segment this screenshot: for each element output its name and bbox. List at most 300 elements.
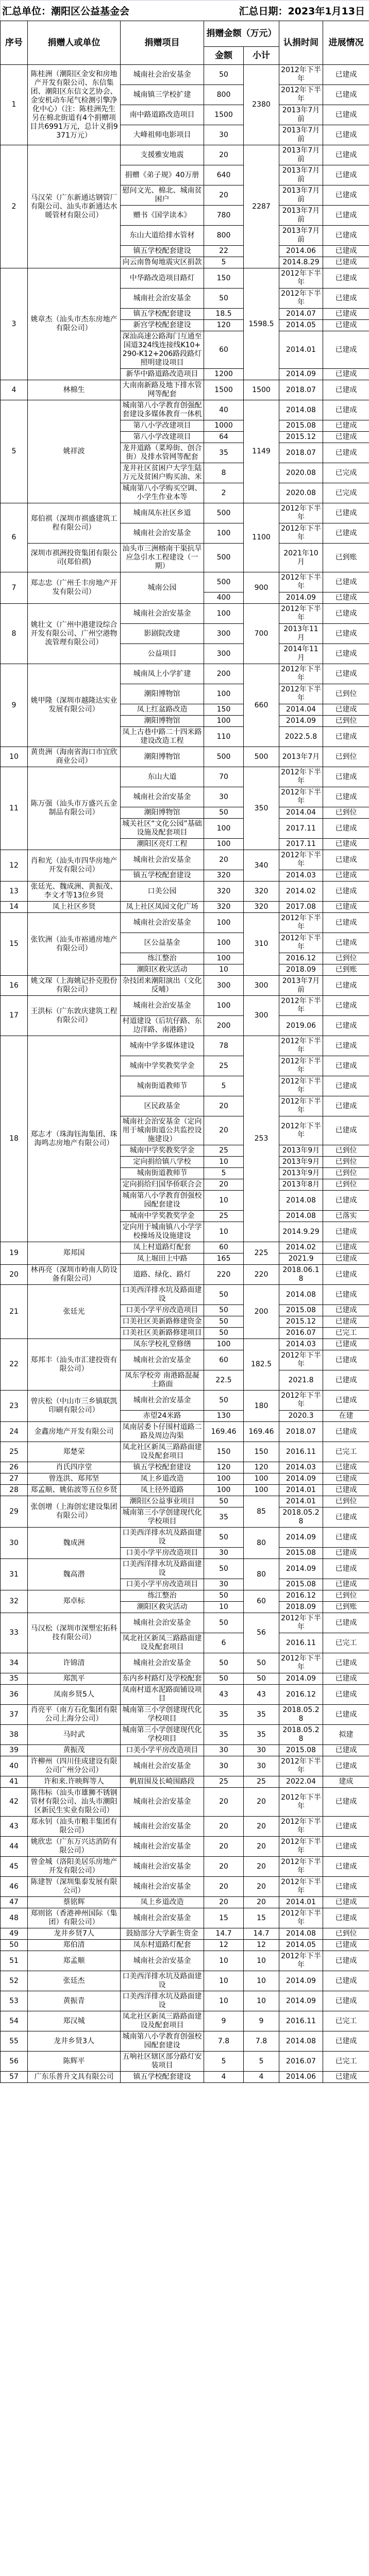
table-row bbox=[1, 1462, 369, 1473]
table-row bbox=[1, 503, 369, 523]
amount-cell: 7.8 bbox=[204, 2031, 244, 2052]
amount-cell: 20 bbox=[204, 1116, 244, 1145]
amount-cell: 50 bbox=[204, 1653, 244, 1673]
seq-cell: 46 bbox=[1, 1877, 28, 1897]
project-cell: 东内乡村路灯及学校配套 bbox=[121, 1673, 204, 1685]
status-cell: 已建成 bbox=[323, 1370, 369, 1391]
donor-cell: 林再亮（深圳市岭南人防设备有限公司） bbox=[28, 1265, 121, 1285]
col-header-status: 进展情况 bbox=[323, 21, 369, 65]
time-cell: 2012年下半年 bbox=[279, 523, 323, 544]
project-cell: 城南社会治安基金 bbox=[121, 1951, 204, 1971]
project-cell: 城南社会治安基金 bbox=[121, 65, 204, 85]
status-cell: 已建成 bbox=[323, 870, 369, 882]
time-cell: 2012年下半年 bbox=[279, 1788, 323, 1817]
status-cell: 已到位 bbox=[323, 1496, 369, 1507]
table-row bbox=[1, 1951, 369, 1971]
report-header bbox=[0, 0, 369, 21]
subtotal-cell: 300 bbox=[244, 996, 279, 1036]
status-cell: 已建成 bbox=[323, 1096, 369, 1116]
status-cell: 已建成 bbox=[323, 1756, 369, 1776]
status-cell: 已建成 bbox=[323, 2031, 369, 2052]
status-cell: 已到账 bbox=[323, 964, 369, 976]
table-row bbox=[1, 1653, 369, 1673]
time-cell: 2012年下半年 bbox=[279, 913, 323, 933]
amount-cell: 780 bbox=[204, 206, 244, 226]
subtotal-cell: 1598.5 bbox=[244, 268, 279, 380]
seq-cell: 44 bbox=[1, 1837, 28, 1857]
donor-cell: 马时武 bbox=[28, 1725, 121, 1745]
amount-cell: 100 bbox=[204, 839, 244, 850]
project-cell: 凤北社区新凤三路路面建设及配套项目 bbox=[121, 2011, 204, 2031]
time-cell: 2012年下半年 bbox=[279, 1056, 323, 1076]
donor-cell: 郑邦丰（汕头市汇建投资有限公司） bbox=[28, 1339, 121, 1391]
status-cell: 已建成 bbox=[323, 165, 369, 185]
time-cell: 2013年7月前 bbox=[279, 976, 323, 996]
time-cell: 2012年下半年 bbox=[279, 604, 323, 624]
time-cell: 2018.05.28 bbox=[279, 1725, 323, 1745]
amount-cell: 100 bbox=[204, 996, 244, 1016]
amount-cell: 25 bbox=[204, 1145, 244, 1157]
seq-cell: 28 bbox=[1, 1485, 28, 1496]
project-cell: 凤东学校礼堂修缮 bbox=[121, 1339, 204, 1350]
status-cell: 已建成 bbox=[323, 1222, 369, 1242]
status-cell: 已完工 bbox=[323, 1442, 369, 1462]
table-row bbox=[1, 1528, 369, 1548]
time-cell: 2015.08 bbox=[279, 1548, 323, 1559]
project-cell: 城南中学奖教奖学金 bbox=[121, 1145, 204, 1157]
time-cell: 2012年下半年 bbox=[279, 1076, 323, 1096]
time-cell: 2013年7月 bbox=[279, 747, 323, 767]
time-cell: 2017.11 bbox=[279, 819, 323, 839]
subtotal-cell: 20 bbox=[244, 1817, 279, 1837]
seq-cell: 31 bbox=[1, 1559, 28, 1590]
table-row bbox=[1, 1991, 369, 2011]
project-cell: 第八小学改建项目 bbox=[121, 432, 204, 443]
time-cell: 2014.04 bbox=[279, 704, 323, 716]
seq-cell: 30 bbox=[1, 1528, 28, 1559]
donor-cell: 郑楚荣 bbox=[28, 1442, 121, 1462]
time-cell: 2015.08 bbox=[279, 420, 323, 432]
status-cell: 拟建 bbox=[323, 1725, 369, 1745]
project-cell: 影剧院改建 bbox=[121, 624, 204, 644]
table-row bbox=[1, 1908, 369, 1928]
donor-cell: 许柳州（四川佳成建设有限公司广州分公司） bbox=[28, 1756, 121, 1776]
status-cell: 已建成 bbox=[323, 1705, 369, 1725]
project-cell: 定向用于城南镇八小学学校操场及设施建设 bbox=[121, 1222, 204, 1242]
donor-cell: 张创增（上海创宏建设集团有限公司） bbox=[28, 1496, 121, 1528]
project-cell: 区公益基金 bbox=[121, 933, 204, 953]
project-cell: 城南第三小学创建现代化学校项目 bbox=[121, 1725, 204, 1745]
seq-cell: 27 bbox=[1, 1473, 28, 1485]
table-row bbox=[1, 850, 369, 870]
subtotal-cell: 50 bbox=[244, 1673, 279, 1685]
project-cell: 城南镇三学校扩建 bbox=[121, 85, 204, 105]
status-cell: 已建成 bbox=[323, 1253, 369, 1265]
amount-cell: 25 bbox=[204, 1056, 244, 1076]
project-cell: 城南社会治安基金 bbox=[121, 913, 204, 933]
amount-cell: 15 bbox=[204, 1908, 244, 1928]
project-cell: 城南中学奖教奖学金 bbox=[121, 1211, 204, 1222]
project-cell: 城南社会治安基金 bbox=[121, 1908, 204, 1928]
amount-cell: 320 bbox=[204, 902, 244, 913]
time-cell: 2012年下半年 bbox=[279, 1350, 323, 1370]
time-cell: 2014.01 bbox=[279, 1496, 323, 1507]
project-cell: 城南社会治安基金 bbox=[121, 1653, 204, 1673]
subtotal-cell: 43 bbox=[244, 1685, 279, 1705]
status-cell: 已建成 bbox=[323, 839, 369, 850]
subtotal-cell: 10 bbox=[244, 1951, 279, 1971]
donor-cell: 肖亮平（南方石化集团有限公司上海分公司） bbox=[28, 1705, 121, 1725]
subtotal-cell: 20 bbox=[244, 1877, 279, 1897]
donor-cell: 姚壮文（广州中港建设综合开发有限公司、广州空港物流管理有限公司） bbox=[28, 604, 121, 664]
amount-cell: 50 bbox=[204, 807, 244, 819]
col-header-amount-group: 捐赠金额（万元） bbox=[204, 21, 279, 47]
table-row bbox=[1, 1673, 369, 1685]
project-cell: 城南社会治安基金 bbox=[121, 604, 204, 624]
project-cell: 龙井道路（菜埠街、创合街）及排水管网等配套 bbox=[121, 443, 204, 463]
project-cell: 龙井社区贫困户大学生陆万元及贫困户购买油、米 bbox=[121, 463, 204, 483]
summary-date: 汇总日期：2023年1月13日 bbox=[239, 6, 365, 17]
seq-cell: 54 bbox=[1, 2011, 28, 2031]
amount-cell: 100 bbox=[204, 953, 244, 964]
subtotal-cell: 320 bbox=[244, 882, 279, 902]
amount-cell: 20 bbox=[204, 1857, 244, 1877]
status-cell: 已建成 bbox=[323, 331, 369, 369]
status-cell: 已建成 bbox=[323, 1559, 369, 1579]
table-body bbox=[1, 65, 369, 2083]
project-cell: 东山大道 bbox=[121, 767, 204, 787]
amount-cell: 130 bbox=[204, 1411, 244, 1422]
subtotal-cell: 1500 bbox=[244, 380, 279, 400]
amount-cell: 10 bbox=[204, 1971, 244, 1991]
time-cell: 2016.11 bbox=[279, 2011, 323, 2031]
time-cell: 2012年下半年 bbox=[279, 933, 323, 953]
time-cell: 2012年下半年 bbox=[279, 1857, 323, 1877]
time-cell: 2014.08 bbox=[279, 1285, 323, 1305]
time-cell: 2012年下半年 bbox=[279, 85, 323, 105]
time-cell: 2020.3 bbox=[279, 1411, 323, 1422]
project-cell: 凤上红盆路改造 bbox=[121, 704, 204, 716]
donor-cell: 张廷杰 bbox=[28, 1971, 121, 1991]
amount-cell: 200 bbox=[204, 664, 244, 684]
seq-cell: 1 bbox=[1, 65, 28, 145]
subtotal-cell: 15 bbox=[244, 1908, 279, 1928]
status-cell: 已到位 bbox=[323, 953, 369, 964]
table-row bbox=[1, 1857, 369, 1877]
time-cell: 2013年9月 bbox=[279, 1145, 323, 1157]
amount-cell: 30 bbox=[204, 787, 244, 807]
project-cell: 城南社会治安基金 bbox=[121, 787, 204, 807]
donor-cell: 马汉荣（广东新通达钢管厂有限公司、汕头市新通达水暖管材有限公司） bbox=[28, 145, 121, 268]
donor-cell: 肖氏四序堂 bbox=[28, 1462, 121, 1473]
project-cell: 城南第三小学创建现代化学校项目 bbox=[121, 1507, 204, 1528]
col-header-amount: 金额 bbox=[204, 47, 244, 65]
table-row bbox=[1, 913, 369, 933]
donor-cell: 曾金城（洛阳美居乐房地产开发有限公司） bbox=[28, 1857, 121, 1877]
donor-cell: 姚文琛（上海姚记扑克股份有限公司） bbox=[28, 976, 121, 996]
time-cell: 2013年11月 bbox=[279, 624, 323, 644]
amount-cell: 20 bbox=[204, 1817, 244, 1837]
amount-cell: 100 bbox=[204, 819, 244, 839]
status-cell: 已建成 bbox=[323, 257, 369, 268]
amount-cell: 6 bbox=[204, 1633, 244, 1653]
table-row bbox=[1, 2052, 369, 2072]
status-cell: 已建成 bbox=[323, 727, 369, 747]
subtotal-cell: 253 bbox=[244, 1036, 279, 1242]
status-cell: 已建成 bbox=[323, 1242, 369, 1253]
status-cell: 已建成 bbox=[323, 1485, 369, 1496]
time-cell: 2012年下半年 bbox=[279, 664, 323, 684]
table-row bbox=[1, 882, 369, 902]
project-cell: 新华中路道路改造项目 bbox=[121, 369, 204, 380]
seq-cell: 42 bbox=[1, 1788, 28, 1817]
table-row bbox=[1, 1422, 369, 1442]
seq-cell: 10 bbox=[1, 747, 28, 767]
status-cell: 已完工 bbox=[323, 1328, 369, 1339]
project-cell: 城南街道教师节 bbox=[121, 1168, 204, 1179]
amount-cell: 100 bbox=[204, 604, 244, 624]
time-cell: 2012年下半年 bbox=[279, 996, 323, 1016]
time-cell: 2014年11月 bbox=[279, 644, 323, 664]
time-cell: 2018.07 bbox=[279, 1422, 323, 1442]
status-cell: 已建成 bbox=[323, 268, 369, 289]
time-cell: 2014.08 bbox=[279, 2031, 323, 2052]
time-cell: 2014.09 bbox=[279, 1991, 323, 2011]
time-cell: 2012年下半年 bbox=[279, 1096, 323, 1116]
subtotal-cell: 100 bbox=[244, 1485, 279, 1496]
table-row bbox=[1, 976, 369, 996]
amount-cell: 50 bbox=[204, 1496, 244, 1507]
project-cell: 口美西洋排水坑及路面建设 bbox=[121, 1991, 204, 2011]
table-row bbox=[1, 1590, 369, 1602]
status-cell: 已到位 bbox=[323, 1168, 369, 1179]
status-cell: 建成 bbox=[323, 1776, 369, 1788]
donor-cell: 金鑫房地产开发有限公司 bbox=[28, 1422, 121, 1442]
amount-cell: 25 bbox=[204, 1776, 244, 1788]
project-cell: 城关社区“文化公园”基础设施及配套项目 bbox=[121, 819, 204, 839]
status-cell: 已建成 bbox=[323, 604, 369, 624]
table-row bbox=[1, 1788, 369, 1817]
seq-cell: 55 bbox=[1, 2031, 28, 2052]
amount-cell: 18.5 bbox=[204, 309, 244, 320]
seq-cell: 47 bbox=[1, 1897, 28, 1908]
amount-cell: 35 bbox=[204, 1705, 244, 1725]
time-cell: 2018.05.28 bbox=[279, 1507, 323, 1528]
time-cell: 2015.12 bbox=[279, 432, 323, 443]
status-cell: 已建成 bbox=[323, 443, 369, 463]
table-row bbox=[1, 268, 369, 289]
status-cell: 已建成 bbox=[323, 432, 369, 443]
seq-cell: 23 bbox=[1, 1391, 28, 1422]
amount-cell: 110 bbox=[204, 727, 244, 747]
table-row bbox=[1, 664, 369, 684]
status-cell: 已建成 bbox=[323, 787, 369, 807]
table-row bbox=[1, 996, 369, 1016]
amount-cell: 4 bbox=[204, 2072, 244, 2083]
amount-cell: 43 bbox=[204, 1685, 244, 1705]
seq-cell: 8 bbox=[1, 604, 28, 664]
amount-cell: 78 bbox=[204, 1036, 244, 1056]
status-cell: 已建成 bbox=[323, 1857, 369, 1877]
donor-cell: 郑卓标 bbox=[28, 1590, 121, 1613]
table-row bbox=[1, 1877, 369, 1897]
amount-cell: 100 bbox=[204, 1473, 244, 1485]
project-cell: 定向捐给归国华侨联合会 bbox=[121, 1179, 204, 1191]
subtotal-cell: 60 bbox=[244, 1590, 279, 1613]
subtotal-cell: 700 bbox=[244, 604, 279, 664]
amount-cell: 60 bbox=[204, 331, 244, 369]
time-cell: 2014.02 bbox=[279, 1242, 323, 1253]
project-cell: 中华路改造项目路灯 bbox=[121, 268, 204, 289]
seq-cell: 15 bbox=[1, 913, 28, 976]
amount-cell: 1200 bbox=[204, 369, 244, 380]
status-cell: 已建成 bbox=[323, 592, 369, 604]
table-row bbox=[1, 2031, 369, 2052]
status-cell: 已建成 bbox=[323, 85, 369, 105]
amount-cell: 100 bbox=[204, 1485, 244, 1496]
time-cell: 2016.12 bbox=[279, 1590, 323, 1602]
time-cell: 2012年下半年 bbox=[279, 850, 323, 870]
time-cell: 2014.09 bbox=[279, 716, 323, 727]
status-cell: 已建成 bbox=[323, 145, 369, 165]
donor-cell: 张廷光 bbox=[28, 1285, 121, 1339]
donor-cell: 黄振青 bbox=[28, 1991, 121, 2011]
time-cell: 2014.02 bbox=[279, 882, 323, 902]
donor-cell: 郑孟顺 bbox=[28, 1951, 121, 1971]
amount-cell: 35 bbox=[204, 1507, 244, 1528]
time-cell: 2022.04 bbox=[279, 1776, 323, 1788]
project-cell: 口美小学平房改造项目 bbox=[121, 1305, 204, 1316]
amount-cell: 5 bbox=[204, 1076, 244, 1096]
status-cell: 已完工 bbox=[323, 1633, 369, 1653]
time-cell: 2012年下半年 bbox=[279, 1391, 323, 1411]
table-row bbox=[1, 1756, 369, 1776]
amount-cell: 165 bbox=[204, 1253, 244, 1265]
subtotal-cell: 1100 bbox=[244, 503, 279, 572]
time-cell: 2012年下半年 bbox=[279, 1756, 323, 1776]
time-cell: 2014.03 bbox=[279, 870, 323, 882]
time-cell: 2012年下半年 bbox=[279, 1653, 323, 1673]
subtotal-cell: 20 bbox=[244, 1788, 279, 1817]
project-cell: 城南社会治安基金 bbox=[121, 1788, 204, 1817]
status-cell: 已建成 bbox=[323, 1745, 369, 1756]
project-cell: 潮阳博物馆 bbox=[121, 747, 204, 767]
subtotal-cell: 500 bbox=[244, 747, 279, 767]
amount-cell: 640 bbox=[204, 165, 244, 185]
donor-cell: 张廷光、魏成洲、黄振茂、李文才等13位乡贤 bbox=[28, 882, 121, 902]
time-cell: 2012年下半年 bbox=[279, 1877, 323, 1897]
status-cell: 已建成 bbox=[323, 1507, 369, 1528]
status-cell: 已建成 bbox=[323, 420, 369, 432]
table-row bbox=[1, 1971, 369, 1991]
project-cell: 口美公园 bbox=[121, 882, 204, 902]
subtotal-cell: 85 bbox=[244, 1496, 279, 1528]
seq-cell: 16 bbox=[1, 976, 28, 996]
project-cell: 凤上堀田上中路 bbox=[121, 1253, 204, 1265]
status-cell: 已建成 bbox=[323, 1422, 369, 1442]
amount-cell: 50 bbox=[204, 1328, 244, 1339]
table-row bbox=[1, 1339, 369, 1350]
time-cell: 2012年下半年 bbox=[279, 1613, 323, 1633]
seq-cell: 53 bbox=[1, 1991, 28, 2011]
amount-cell: 14.7 bbox=[204, 1928, 244, 1940]
status-cell: 已建成 bbox=[323, 1877, 369, 1897]
project-cell: 城南社会治安基金 bbox=[121, 1877, 204, 1897]
time-cell: 2016.12 bbox=[279, 953, 323, 964]
project-cell: 凤南村道水泥路面铺设项目 bbox=[121, 1685, 204, 1705]
time-cell: 2013年7月前 bbox=[279, 165, 323, 185]
table-row bbox=[1, 1928, 369, 1940]
subtotal-cell: 2287 bbox=[244, 145, 279, 268]
amount-cell: 50 bbox=[204, 65, 244, 85]
amount-cell: 10 bbox=[204, 1991, 244, 2011]
status-cell: 已建成 bbox=[323, 400, 369, 420]
donor-cell: 凤上社区乡贤 bbox=[28, 902, 121, 913]
donor-cell: 曾庆松（中山市三乡镇联凯印刷有限公司） bbox=[28, 1391, 121, 1422]
status-cell: 已完成 bbox=[323, 483, 369, 503]
amount-cell: 300 bbox=[204, 644, 244, 664]
project-cell: 南中路道路改造项目 bbox=[121, 105, 204, 125]
subtotal-cell: 10 bbox=[244, 1971, 279, 1991]
header-row bbox=[1, 21, 369, 47]
subtotal-cell: 169.46 bbox=[244, 1422, 279, 1442]
time-cell: 2012年下半年 bbox=[279, 65, 323, 85]
amount-cell: 20 bbox=[204, 1096, 244, 1116]
status-cell: 已建成 bbox=[323, 369, 369, 380]
amount-cell: 70 bbox=[204, 767, 244, 787]
status-cell: 已建成 bbox=[323, 105, 369, 125]
table-row bbox=[1, 1242, 369, 1253]
subtotal-cell: 120 bbox=[244, 1462, 279, 1473]
seq-cell: 4 bbox=[1, 380, 28, 400]
time-cell: 2013年7月前 bbox=[279, 145, 323, 165]
amount-cell: 500 bbox=[204, 503, 244, 523]
seq-cell: 22 bbox=[1, 1339, 28, 1391]
amount-cell: 25 bbox=[204, 1211, 244, 1222]
status-cell: 已建成 bbox=[323, 1339, 369, 1350]
amount-cell: 50 bbox=[204, 1528, 244, 1548]
project-cell: 赤望24米路 bbox=[121, 1411, 204, 1422]
project-cell: 城南第八小学教育创强校园配套建设 bbox=[121, 1191, 204, 1211]
donor-cell: 陈万强（汕头市万盛兴五金制品有限公司） bbox=[28, 767, 121, 850]
status-cell: 已落实 bbox=[323, 1211, 369, 1222]
status-cell: 已建成 bbox=[323, 1528, 369, 1548]
project-cell: 村道建设（后坑仔路、东边洋路、南港路） bbox=[121, 1016, 204, 1036]
status-cell: 已建成 bbox=[323, 1940, 369, 1951]
project-cell: 潮阳博物馆 bbox=[121, 807, 204, 819]
donor-cell: 郑汉城 bbox=[28, 2011, 121, 2031]
subtotal-cell: 35 bbox=[244, 1705, 279, 1725]
subtotal-cell: 340 bbox=[244, 850, 279, 882]
status-cell: 已建成 bbox=[323, 1473, 369, 1485]
seq-cell: 13 bbox=[1, 882, 28, 902]
table-row bbox=[1, 1036, 369, 1056]
seq-cell: 57 bbox=[1, 2072, 28, 2083]
amount-cell: 5 bbox=[204, 2052, 244, 2072]
time-cell: 2013年8月 bbox=[279, 1179, 323, 1191]
project-cell: 口美西洋排水坑及路面建设 bbox=[121, 1285, 204, 1305]
time-cell: 2022.5.8 bbox=[279, 727, 323, 747]
table-row bbox=[1, 1745, 369, 1756]
time-cell: 2014.9.29 bbox=[279, 1222, 323, 1242]
subtotal-cell: 220 bbox=[244, 1265, 279, 1285]
table-row bbox=[1, 2072, 369, 2083]
seq-cell: 26 bbox=[1, 1462, 28, 1473]
table-row bbox=[1, 1496, 369, 1507]
project-cell: 城南社会治安基金 bbox=[121, 1817, 204, 1837]
status-cell: 已建成 bbox=[323, 1076, 369, 1096]
subtotal-cell: 660 bbox=[244, 664, 279, 747]
